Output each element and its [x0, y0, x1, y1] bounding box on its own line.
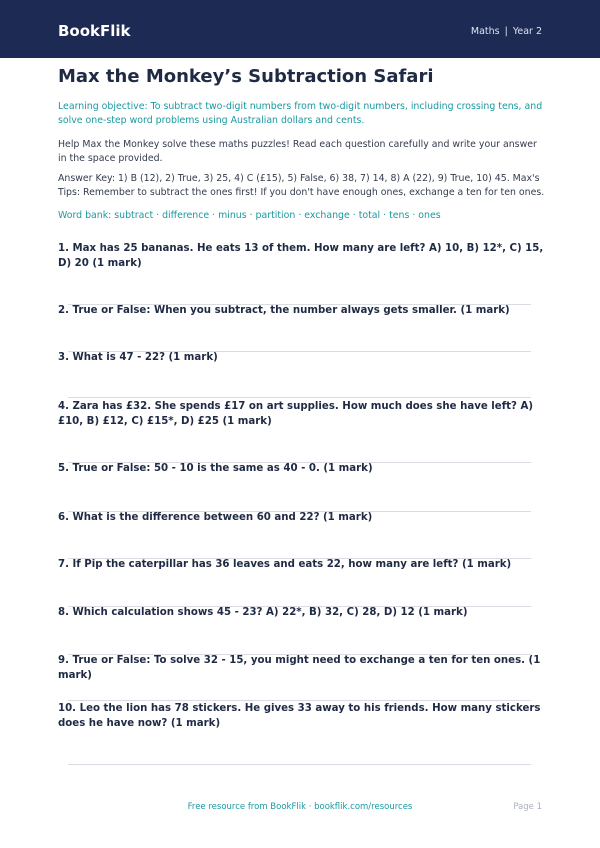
answer-line-3[interactable] — [68, 397, 531, 398]
page-number: Page 1 — [513, 802, 542, 812]
question-10: 10. Leo the lion has 78 stickers. He gives 33 away to his friends. How many stickers does he have now? (1 mark) — [58, 703, 541, 729]
footer-resource-link[interactable]: Free resource from BookFlik · bookflik.com/resources — [187, 802, 413, 812]
answer-line-10[interactable] — [68, 764, 531, 765]
question-6: 6. What is the difference between 60 and 22? (1 mark) — [58, 512, 373, 523]
question-5: 5. True or False: 50 - 10 is the same as 40 - 0. (1 mark) — [58, 463, 373, 474]
question-1: 1. Max has 25 bananas. He eats 13 of them. How many are left? A) 10, B) 12*, C) 15, D) 20 (1 mark) — [58, 243, 544, 269]
page-title: Max the Monkey’s Subtraction Safari — [58, 66, 434, 87]
subject-label: Maths — [470, 26, 500, 37]
intro-text: Help Max the Monkey solve these maths puzzles! Read each question carefully and write your answer in the space provided. — [58, 139, 537, 164]
question-7: 7. If Pip the caterpillar has 36 leaves and eats 22, how many are left? (1 mark) — [58, 559, 512, 570]
question-3: 3. What is 47 - 22? (1 mark) — [58, 352, 218, 363]
brand-logo: BookFlik — [58, 22, 131, 40]
header-meta — [471, 26, 542, 38]
year-label: Year 2 — [512, 26, 542, 37]
learning-objective: Learning objective: To subtract two-digit numbers from two-digit numbers, including crossing tens, and solve one-step word problems using Australian dollars and cents. — [58, 101, 543, 126]
header-separator: | — [504, 26, 508, 37]
page-header — [0, 0, 600, 58]
word-bank: Word bank: subtract · difference · minus · partition · exchange · total · tens · ones — [58, 210, 441, 221]
question-8: 8. Which calculation shows 45 - 23? A) 22*, B) 32, C) 28, D) 12 (1 mark) — [58, 607, 468, 618]
question-4: 4. Zara has £32. She spends £17 on art supplies. How much does she have left? A) £10, B) £12, C) £15*, D) £25 (1 mark) — [58, 401, 533, 427]
question-2: 2. True or False: When you subtract, the number always gets smaller. (1 mark) — [58, 305, 510, 316]
answer-key: Answer Key: 1) B (12), 2) True, 3) 25, 4) C (£15), 5) False, 6) 38, 7) 14, 8) A (22), 9) True, 10) 45. Max's Tips: Remember to subtract the ones first! If you don't have enough ones, exchange a ten for ten ones. — [58, 173, 545, 198]
question-9: 9. True or False: To solve 32 - 15, you might need to exchange a ten for ten ones. (1 mark) — [58, 655, 541, 681]
